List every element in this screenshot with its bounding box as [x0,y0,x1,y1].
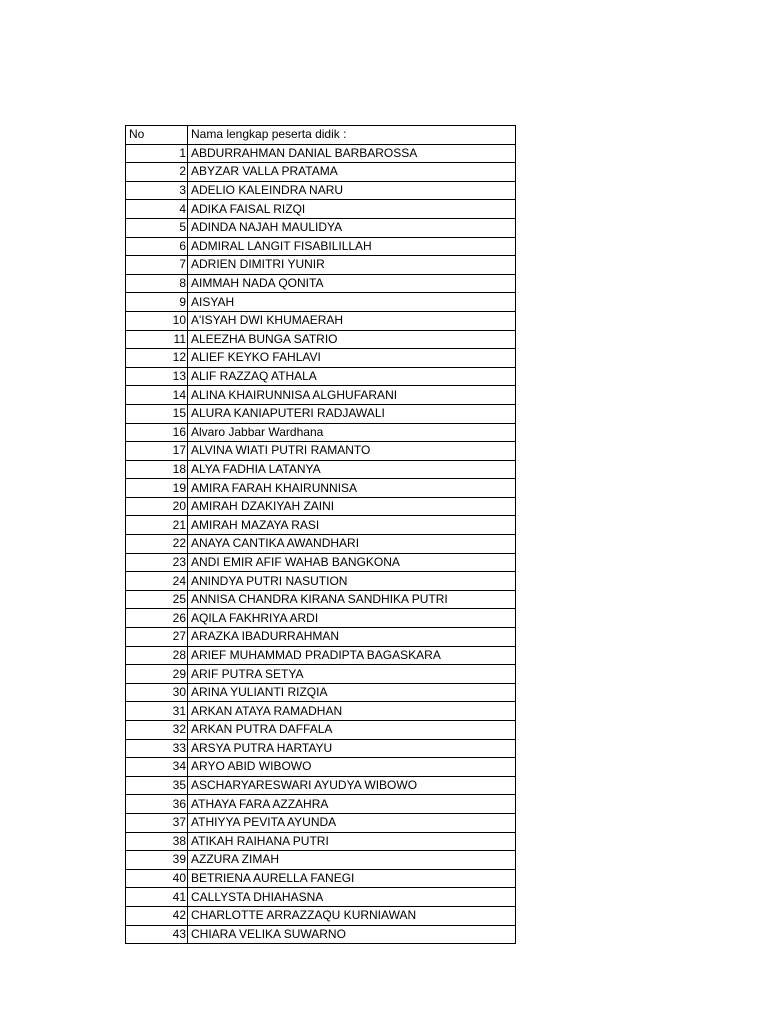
student-list-table [125,125,516,944]
row-number: 11 [126,330,188,349]
student-name: CHARLOTTE ARRAZZAQU KURNIAWAN [188,906,516,925]
student-name: ANDI EMIR AFIF WAHAB BANGKONA [188,553,516,572]
row-number: 31 [126,702,188,721]
student-name: ADELIO KALEINDRA NARU [188,181,516,200]
student-name: ANINDYA PUTRI NASUTION [188,572,516,591]
table-row [126,423,516,442]
student-name: ABYZAR VALLA PRATAMA [188,163,516,182]
table-row [126,386,516,405]
student-name: ABDURRAHMAN DANIAL BARBAROSSA [188,144,516,163]
table-row [126,256,516,275]
row-number: 16 [126,423,188,442]
student-name: ADIKA FAISAL RIZQI [188,200,516,219]
student-name: ASCHARYARESWARI AYUDYA WIBOWO [188,776,516,795]
row-number: 5 [126,218,188,237]
table-row [126,572,516,591]
table-row [126,553,516,572]
table-row [126,628,516,647]
row-number: 25 [126,590,188,609]
table-row [126,200,516,219]
student-name: ANNISA CHANDRA KIRANA SANDHIKA PUTRI [188,590,516,609]
table-row [126,776,516,795]
table-row [126,237,516,256]
student-name: AISYAH [188,293,516,312]
student-name: ADINDA NAJAH MAULIDYA [188,218,516,237]
student-name: ALVINA WIATI PUTRI RAMANTO [188,442,516,461]
student-name: ARKAN ATAYA RAMADHAN [188,702,516,721]
student-name: ALEEZHA BUNGA SATRIO [188,330,516,349]
table-row [126,925,516,944]
student-name: A'ISYAH DWI KHUMAERAH [188,311,516,330]
table-row [126,795,516,814]
table-row [126,218,516,237]
student-name: Alvaro Jabbar Wardhana [188,423,516,442]
row-number: 17 [126,442,188,461]
student-name: ARIEF MUHAMMAD PRADIPTA BAGASKARA [188,646,516,665]
row-number: 12 [126,349,188,368]
table-row [126,702,516,721]
table-row [126,758,516,777]
row-number: 36 [126,795,188,814]
row-number: 32 [126,721,188,740]
table-row [126,311,516,330]
table-row [126,479,516,498]
student-name: BETRIENA AURELLA FANEGI [188,869,516,888]
row-number: 27 [126,628,188,647]
student-name: AMIRA FARAH KHAIRUNNISA [188,479,516,498]
row-number: 21 [126,516,188,535]
table-body [126,126,516,944]
table-row [126,367,516,386]
student-name: ALYA FADHIA LATANYA [188,460,516,479]
table-row [126,869,516,888]
row-number: 35 [126,776,188,795]
table-row [126,739,516,758]
table-row [126,535,516,554]
student-name: ALIF RAZZAQ ATHALA [188,367,516,386]
row-number: 10 [126,311,188,330]
header-no: No [126,126,188,145]
table-row [126,442,516,461]
row-number: 38 [126,832,188,851]
row-number: 13 [126,367,188,386]
row-number: 26 [126,609,188,628]
row-number: 3 [126,181,188,200]
table-row [126,646,516,665]
row-number: 29 [126,665,188,684]
student-name: ALIEF KEYKO FAHLAVI [188,349,516,368]
row-number: 28 [126,646,188,665]
table-row [126,330,516,349]
header-row [126,126,516,145]
header-name: Nama lengkap peserta didik : [188,126,516,145]
student-name: ARINA YULIANTI RIZQIA [188,683,516,702]
row-number: 9 [126,293,188,312]
table-row [126,274,516,293]
student-name: ARIF PUTRA SETYA [188,665,516,684]
student-name: AQILA FAKHRIYA ARDI [188,609,516,628]
row-number: 37 [126,813,188,832]
table-row [126,609,516,628]
table-row [126,683,516,702]
student-name: ADMIRAL LANGIT FISABILILLAH [188,237,516,256]
row-number: 24 [126,572,188,591]
table-row [126,460,516,479]
row-number: 6 [126,237,188,256]
row-number: 14 [126,386,188,405]
row-number: 41 [126,888,188,907]
row-number: 1 [126,144,188,163]
row-number: 30 [126,683,188,702]
student-name: ARYO ABID WIBOWO [188,758,516,777]
row-number: 8 [126,274,188,293]
table-row [126,665,516,684]
table-row [126,404,516,423]
student-name: ATIKAH RAIHANA PUTRI [188,832,516,851]
student-name: ARAZKA IBADURRAHMAN [188,628,516,647]
row-number: 4 [126,200,188,219]
row-number: 40 [126,869,188,888]
row-number: 22 [126,535,188,554]
table-row [126,349,516,368]
student-name: AMIRAH DZAKIYAH ZAINI [188,497,516,516]
student-name: ALINA KHAIRUNNISA ALGHUFARANI [188,386,516,405]
student-name: ANAYA CANTIKA AWANDHARI [188,535,516,554]
student-name: CALLYSTA DHIAHASNA [188,888,516,907]
student-name: CHIARA VELIKA SUWARNO [188,925,516,944]
student-name: ATHIYYA PEVITA AYUNDA [188,813,516,832]
row-number: 33 [126,739,188,758]
student-name: ATHAYA FARA AZZAHRA [188,795,516,814]
student-name: ARSYA PUTRA HARTAYU [188,739,516,758]
table-row [126,293,516,312]
table-row [126,888,516,907]
student-name: AIMMAH NADA QONITA [188,274,516,293]
table-row [126,851,516,870]
row-number: 15 [126,404,188,423]
table-row [126,163,516,182]
student-name: AZZURA ZIMAH [188,851,516,870]
student-name: AMIRAH MAZAYA RASI [188,516,516,535]
row-number: 19 [126,479,188,498]
student-name: ALURA KANIAPUTERI RADJAWALI [188,404,516,423]
table-row [126,497,516,516]
table-row [126,590,516,609]
table-row [126,144,516,163]
table-row [126,906,516,925]
table-row [126,832,516,851]
table-row [126,721,516,740]
table-row [126,813,516,832]
row-number: 18 [126,460,188,479]
row-number: 39 [126,851,188,870]
row-number: 42 [126,906,188,925]
row-number: 2 [126,163,188,182]
row-number: 23 [126,553,188,572]
table-row [126,516,516,535]
student-name: ARKAN PUTRA DAFFALA [188,721,516,740]
row-number: 20 [126,497,188,516]
table-row [126,181,516,200]
row-number: 34 [126,758,188,777]
student-name: ADRIEN DIMITRI YUNIR [188,256,516,275]
row-number: 43 [126,925,188,944]
row-number: 7 [126,256,188,275]
